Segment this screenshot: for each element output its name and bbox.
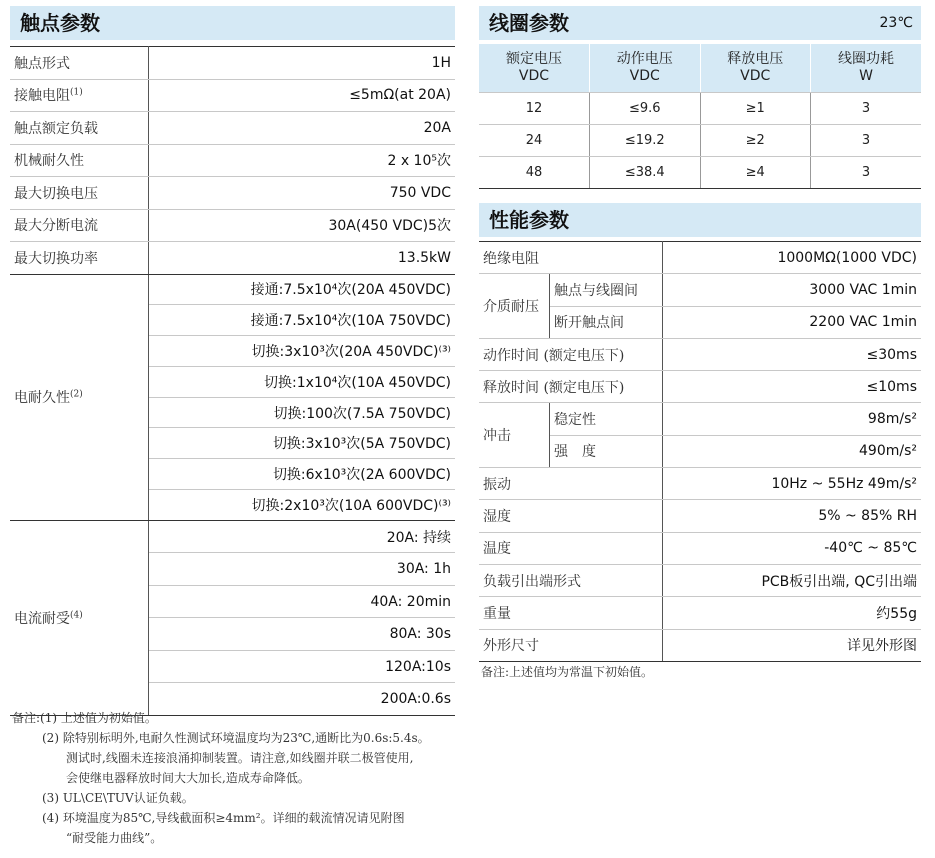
row-value: 40A: 20min bbox=[149, 585, 456, 618]
table-row bbox=[479, 93, 921, 125]
row-label: 触点额定负载 bbox=[10, 112, 149, 145]
table-row bbox=[479, 371, 921, 403]
electrical-life-label: 电耐久性$^{(2)}$ bbox=[10, 274, 149, 520]
table-row bbox=[10, 47, 455, 80]
row-value: 13.5kW bbox=[149, 242, 456, 275]
row-value: 切换:1x10⁴次(10A 450VDC) bbox=[149, 366, 456, 397]
row-value: 20A: 持续 bbox=[149, 520, 456, 553]
row-label: 最大分断电流 bbox=[10, 209, 149, 242]
coil-temperature: 23℃ bbox=[879, 15, 913, 31]
table-row bbox=[479, 403, 921, 435]
coil-section-title bbox=[479, 6, 921, 40]
row-label: 动作时间 (额定电压下) bbox=[479, 338, 663, 370]
row-value: 约55g bbox=[663, 597, 922, 629]
row-label: 机械耐久性 bbox=[10, 144, 149, 177]
row-value: 1000MΩ(1000 VDC) bbox=[663, 242, 922, 274]
cell: 3 bbox=[811, 125, 922, 157]
cell: ≥1 bbox=[700, 93, 811, 125]
row-value: 490m/s² bbox=[663, 435, 922, 467]
row-value: 2200 VAC 1min bbox=[663, 306, 922, 338]
note-line: (2) 除特别标明外,电耐久性测试环境温度均为23℃,通断比为0.6s:5.4s。 bbox=[42, 731, 430, 745]
row-label: 触点形式 bbox=[10, 47, 149, 80]
coil-title: 线圈参数 bbox=[489, 11, 569, 35]
row-value: 切换:6x10³次(2A 600VDC) bbox=[149, 459, 456, 490]
row-value: 98m/s² bbox=[663, 403, 922, 435]
table-row bbox=[10, 112, 455, 145]
cell: ≤19.2 bbox=[590, 125, 701, 157]
note-line: 测试时,线圈未连接浪涌抑制装置。请注意,如线圈并联二极管使用, bbox=[66, 751, 414, 765]
row-value: 10Hz ~ 55Hz 49m/s² bbox=[663, 468, 922, 500]
table-row bbox=[479, 532, 921, 564]
table-row bbox=[479, 338, 921, 370]
row-value: 详见外形图 bbox=[663, 629, 922, 661]
table-row bbox=[479, 500, 921, 532]
note-line: 备注:上述值均为常温下初始值。 bbox=[481, 665, 654, 679]
note-line: 备注:(1) 上述值为初始值。 bbox=[12, 711, 157, 725]
row-label: 释放时间 (额定电压下) bbox=[479, 371, 663, 403]
row-label: 最大切换功率 bbox=[10, 242, 149, 275]
cell: ≥2 bbox=[700, 125, 811, 157]
row-label: 温度 bbox=[479, 532, 663, 564]
table-row bbox=[10, 274, 455, 305]
table-row bbox=[479, 597, 921, 629]
table-row bbox=[479, 629, 921, 661]
row-value: 750 VDC bbox=[149, 177, 456, 210]
note-line: “耐受能力曲线”。 bbox=[66, 831, 163, 845]
row-label: 绝缘电阻 bbox=[479, 242, 663, 274]
row-label: 介质耐压 bbox=[479, 274, 550, 339]
table-row bbox=[10, 209, 455, 242]
row-value: 切换:2x10³次(10A 600VDC)⁽³⁾ bbox=[149, 490, 456, 521]
cell: ≤9.6 bbox=[590, 93, 701, 125]
row-value: ≤5mΩ(at 20A) bbox=[149, 79, 456, 112]
row-value: 接通:7.5x10⁴次(10A 750VDC) bbox=[149, 305, 456, 336]
column-header: 动作电压 VDC bbox=[590, 44, 701, 93]
table-row bbox=[10, 520, 455, 553]
table-row bbox=[479, 157, 921, 189]
row-value: -40℃ ~ 85℃ bbox=[663, 532, 922, 564]
note-line: 会使继电器释放时间大大加长,造成寿命降低。 bbox=[66, 771, 310, 785]
column-header: 线圈功耗 W bbox=[811, 44, 922, 93]
row-label: 冲击 bbox=[479, 403, 550, 468]
contact-title: 触点参数 bbox=[20, 11, 100, 35]
row-value: 5% ~ 85% RH bbox=[663, 500, 922, 532]
row-value: 2 x 10⁵次 bbox=[149, 144, 456, 177]
row-value: 30A(450 VDC)5次 bbox=[149, 209, 456, 242]
sub-label: 强 度 bbox=[550, 435, 663, 467]
cell: 12 bbox=[479, 93, 590, 125]
row-label: 重量 bbox=[479, 597, 663, 629]
column-header: 释放电压 VDC bbox=[700, 44, 811, 93]
column-header: 额定电压 VDC bbox=[479, 44, 590, 93]
coil-table bbox=[479, 44, 921, 189]
footnotes bbox=[12, 708, 430, 848]
row-label: 负载引出端形式 bbox=[479, 564, 663, 596]
current-withstand-label: 电流耐受$^{(4)}$ bbox=[10, 520, 149, 715]
table-row bbox=[479, 125, 921, 157]
row-value: PCB板引出端, QC引出端 bbox=[663, 564, 922, 596]
cell: ≤38.4 bbox=[590, 157, 701, 189]
perf-section-title bbox=[479, 203, 921, 237]
table-header-row bbox=[479, 44, 921, 93]
row-value: 切换:100次(7.5A 750VDC) bbox=[149, 397, 456, 428]
cell: 48 bbox=[479, 157, 590, 189]
row-value: 接通:7.5x10⁴次(20A 450VDC) bbox=[149, 274, 456, 305]
perf-note bbox=[481, 662, 653, 682]
sub-label: 稳定性 bbox=[550, 403, 663, 435]
row-value: 80A: 30s bbox=[149, 618, 456, 651]
row-label: 湿度 bbox=[479, 500, 663, 532]
table-row bbox=[479, 242, 921, 274]
cell: 3 bbox=[811, 93, 922, 125]
sub-label: 断开触点间 bbox=[550, 306, 663, 338]
table-row bbox=[479, 468, 921, 500]
row-value: ≤30ms bbox=[663, 338, 922, 370]
row-label: 振动 bbox=[479, 468, 663, 500]
table-row bbox=[479, 274, 921, 306]
table-row bbox=[479, 564, 921, 596]
note-line: (4) 环境温度为85℃,导线截面积≥4mm²。详细的载流情况请见附图 bbox=[42, 811, 405, 825]
row-value: 3000 VAC 1min bbox=[663, 274, 922, 306]
row-value: 20A bbox=[149, 112, 456, 145]
performance-table bbox=[479, 241, 921, 662]
note-line: (3) UL\CE\TUV认证负载。 bbox=[42, 791, 194, 805]
row-value: 切换:3x10³次(20A 450VDC)⁽³⁾ bbox=[149, 336, 456, 367]
table-row bbox=[10, 144, 455, 177]
row-label: 接触电阻$^{(1)}$ bbox=[10, 79, 149, 112]
perf-title: 性能参数 bbox=[489, 208, 569, 232]
row-value: 30A: 1h bbox=[149, 553, 456, 586]
row-value: 1H bbox=[149, 47, 456, 80]
cell: 3 bbox=[811, 157, 922, 189]
contact-table bbox=[10, 46, 455, 716]
table-row bbox=[10, 242, 455, 275]
table-row bbox=[10, 177, 455, 210]
row-label: 最大切换电压 bbox=[10, 177, 149, 210]
cell: 24 bbox=[479, 125, 590, 157]
row-value: ≤10ms bbox=[663, 371, 922, 403]
table-row bbox=[10, 79, 455, 112]
cell: ≥4 bbox=[700, 157, 811, 189]
row-value: 切换:3x10³次(5A 750VDC) bbox=[149, 428, 456, 459]
contact-section-title bbox=[10, 6, 455, 40]
row-label: 外形尺寸 bbox=[479, 629, 663, 661]
sub-label: 触点与线圈间 bbox=[550, 274, 663, 306]
row-value: 200A:0.6s bbox=[149, 683, 456, 716]
row-value: 120A:10s bbox=[149, 650, 456, 683]
